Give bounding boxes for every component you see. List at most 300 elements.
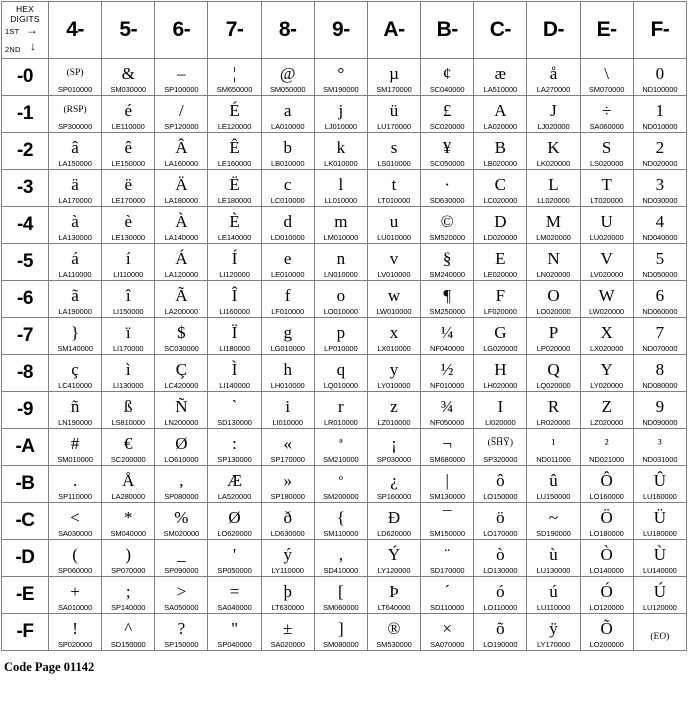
code-cell-58[interactable] [102, 355, 155, 392]
character-glyph: J [550, 101, 557, 120]
code-cell-BB[interactable] [421, 466, 474, 503]
code-cell-87[interactable] [261, 318, 314, 355]
table-row [2, 133, 687, 170]
character-code: SP100000 [164, 85, 199, 94]
code-cell-A2[interactable] [367, 133, 420, 170]
code-cell-A8[interactable] [367, 355, 420, 392]
code-cell-93[interactable] [314, 170, 367, 207]
code-cell-C7[interactable] [474, 318, 527, 355]
character-code: SC040000 [429, 85, 465, 94]
code-cell-45[interactable] [49, 244, 102, 281]
code-cell-C1[interactable] [474, 96, 527, 133]
character-code: SC020000 [429, 122, 465, 131]
character-glyph: ª [339, 436, 343, 451]
character-code: LH020000 [483, 381, 518, 390]
code-cell-89[interactable] [261, 392, 314, 429]
code-cell-88[interactable] [261, 355, 314, 392]
character-code: LU170000 [377, 122, 411, 131]
code-cell-4B[interactable] [49, 466, 102, 503]
character-glyph: · [444, 175, 450, 194]
code-cell-5C[interactable] [102, 503, 155, 540]
code-cell-DE[interactable] [527, 577, 580, 614]
code-cell-4E[interactable] [49, 577, 102, 614]
code-cell-F2[interactable] [633, 133, 686, 170]
code-cell-6F[interactable] [155, 614, 208, 651]
code-cell-43[interactable] [49, 170, 102, 207]
code-cell-5F[interactable] [102, 614, 155, 651]
code-cell-6E[interactable] [155, 577, 208, 614]
code-cell-B7[interactable] [421, 318, 474, 355]
code-cell-AA[interactable] [367, 429, 420, 466]
character-glyph: ' [233, 545, 237, 564]
code-cell-B0[interactable] [421, 59, 474, 96]
code-cell-D2[interactable] [527, 133, 580, 170]
character-glyph: (SP) [66, 68, 84, 78]
code-cell-D9[interactable] [527, 392, 580, 429]
code-cell-72[interactable] [208, 133, 261, 170]
code-cell-5B[interactable] [102, 466, 155, 503]
character-code: SM530000 [376, 640, 412, 649]
code-cell-9D[interactable] [314, 540, 367, 577]
code-cell-80[interactable] [261, 59, 314, 96]
character-glyph: ö [496, 508, 505, 527]
code-cell-5A[interactable] [102, 429, 155, 466]
code-cell-41[interactable] [49, 96, 102, 133]
code-cell-59[interactable] [102, 392, 155, 429]
code-cell-C2[interactable] [474, 133, 527, 170]
code-cell-6C[interactable] [155, 503, 208, 540]
character-code: LI120000 [219, 270, 250, 279]
code-cell-A5[interactable] [367, 244, 420, 281]
code-cell-54[interactable] [102, 207, 155, 244]
code-cell-7E[interactable] [208, 577, 261, 614]
character-glyph: s [390, 138, 398, 157]
code-cell-6D[interactable] [155, 540, 208, 577]
code-cell-76[interactable] [208, 281, 261, 318]
character-code: LE160000 [217, 159, 252, 168]
code-cell-91[interactable] [314, 96, 367, 133]
code-cell-FE[interactable] [633, 577, 686, 614]
code-cell-B4[interactable] [421, 207, 474, 244]
code-cell-46[interactable] [49, 281, 102, 318]
character-glyph: H [494, 360, 507, 379]
character-glyph: Ú [653, 582, 666, 601]
character-glyph: ^ [124, 619, 133, 638]
character-code: LZ020000 [590, 418, 624, 427]
code-cell-F8[interactable] [633, 355, 686, 392]
character-glyph: ± [283, 619, 293, 638]
character-code: SM140000 [57, 344, 93, 353]
character-glyph: 1 [655, 101, 665, 120]
code-cell-65[interactable] [155, 244, 208, 281]
character-glyph: Í [231, 249, 238, 268]
code-cell-4A[interactable] [49, 429, 102, 466]
code-cell-79[interactable] [208, 392, 261, 429]
code-cell-D8[interactable] [527, 355, 580, 392]
code-cell-95[interactable] [314, 244, 367, 281]
character-glyph: 2 [655, 138, 665, 157]
code-cell-7C[interactable] [208, 503, 261, 540]
code-cell-98[interactable] [314, 355, 367, 392]
character-glyph: | [445, 471, 449, 490]
code-cell-E2[interactable] [580, 133, 633, 170]
code-cell-66[interactable] [155, 281, 208, 318]
character-glyph: ï [125, 323, 131, 342]
column-header-4: 4- [49, 2, 102, 59]
character-code: SP060000 [57, 566, 93, 575]
code-cell-83[interactable] [261, 170, 314, 207]
code-cell-D5[interactable] [527, 244, 580, 281]
character-code: LS010000 [377, 159, 411, 168]
table-body [2, 59, 687, 651]
character-glyph: g [283, 323, 292, 342]
code-cell-4C[interactable] [49, 503, 102, 540]
code-cell-67[interactable] [155, 318, 208, 355]
character-glyph: W [598, 286, 615, 305]
code-cell-9E[interactable] [314, 577, 367, 614]
code-cell-61[interactable] [155, 96, 208, 133]
character-glyph: I [497, 397, 504, 416]
code-cell-70[interactable] [208, 59, 261, 96]
character-code: LI140000 [219, 381, 250, 390]
code-cell-73[interactable] [208, 170, 261, 207]
character-glyph: ¬ [442, 434, 452, 453]
row-header-2: -2 [2, 133, 49, 170]
code-cell-A6[interactable] [367, 281, 420, 318]
character-glyph: Þ [389, 582, 399, 601]
code-cell-5E[interactable] [102, 577, 155, 614]
code-cell-75[interactable] [208, 244, 261, 281]
code-cell-D1[interactable] [527, 96, 580, 133]
code-cell-78[interactable] [208, 355, 261, 392]
code-cell-64[interactable] [155, 207, 208, 244]
code-cell-84[interactable] [261, 207, 314, 244]
character-code: SA050000 [164, 603, 199, 612]
code-cell-56[interactable] [102, 281, 155, 318]
code-cell-E7[interactable] [580, 318, 633, 355]
code-cell-B5[interactable] [421, 244, 474, 281]
code-cell-C0[interactable] [474, 59, 527, 96]
code-cell-90[interactable] [314, 59, 367, 96]
character-code: LA150000 [58, 159, 92, 168]
character-code: LU140000 [642, 566, 677, 575]
code-cell-FD[interactable] [633, 540, 686, 577]
header-row [2, 2, 687, 59]
code-cell-AF[interactable] [367, 614, 420, 651]
code-cell-AC[interactable] [367, 503, 420, 540]
code-cell-81[interactable] [261, 96, 314, 133]
code-cell-BC[interactable] [421, 503, 474, 540]
row-header-0: -0 [2, 59, 49, 96]
code-cell-F7[interactable] [633, 318, 686, 355]
column-header-D: D- [527, 2, 580, 59]
character-code: LO170000 [483, 529, 518, 538]
character-glyph: þ [283, 582, 292, 601]
code-cell-C9[interactable] [474, 392, 527, 429]
character-glyph: < [70, 508, 80, 527]
code-cell-CC[interactable] [474, 503, 527, 540]
character-code: SD410000 [323, 566, 359, 575]
character-code: LO200000 [589, 640, 624, 649]
code-cell-62[interactable] [155, 133, 208, 170]
code-cell-CA[interactable] [474, 429, 527, 466]
character-code: LK010000 [324, 159, 358, 168]
character-glyph: l [338, 175, 344, 194]
code-cell-B8[interactable] [421, 355, 474, 392]
table-row [2, 429, 687, 466]
code-cell-F5[interactable] [633, 244, 686, 281]
code-cell-77[interactable] [208, 318, 261, 355]
row-header-8: -8 [2, 355, 49, 392]
code-cell-9A[interactable] [314, 429, 367, 466]
character-glyph: ò [496, 545, 505, 564]
code-cell-8E[interactable] [261, 577, 314, 614]
code-cell-FF[interactable] [633, 614, 686, 651]
code-cell-E0[interactable] [580, 59, 633, 96]
code-cell-C5[interactable] [474, 244, 527, 281]
character-glyph: û [549, 471, 558, 490]
code-cell-F3[interactable] [633, 170, 686, 207]
code-cell-94[interactable] [314, 207, 367, 244]
character-glyph: q [336, 360, 346, 379]
code-cell-F6[interactable] [633, 281, 686, 318]
character-glyph: Ë [229, 175, 240, 194]
character-code: SM070000 [588, 85, 625, 94]
code-cell-EB[interactable] [580, 466, 633, 503]
code-cell-99[interactable] [314, 392, 367, 429]
character-code: LA130000 [58, 233, 92, 242]
code-cell-5D[interactable] [102, 540, 155, 577]
code-cell-E9[interactable] [580, 392, 633, 429]
code-cell-9F[interactable] [314, 614, 367, 651]
row-header-1: -1 [2, 96, 49, 133]
code-cell-51[interactable] [102, 96, 155, 133]
code-cell-49[interactable] [49, 392, 102, 429]
character-code: SP140000 [111, 603, 146, 612]
code-cell-69[interactable] [155, 392, 208, 429]
code-cell-6A[interactable] [155, 429, 208, 466]
code-cell-8A[interactable] [261, 429, 314, 466]
code-cell-FC[interactable] [633, 503, 686, 540]
code-cell-DD[interactable] [527, 540, 580, 577]
code-cell-9C[interactable] [314, 503, 367, 540]
code-cell-50[interactable] [102, 59, 155, 96]
character-code: LO620000 [217, 529, 252, 538]
code-cell-40[interactable] [49, 59, 102, 96]
code-cell-D7[interactable] [527, 318, 580, 355]
code-cell-E3[interactable] [580, 170, 633, 207]
character-glyph: ¢ [442, 64, 452, 83]
code-cell-74[interactable] [208, 207, 261, 244]
character-code: SD630000 [429, 196, 465, 205]
code-cell-C6[interactable] [474, 281, 527, 318]
code-cell-A1[interactable] [367, 96, 420, 133]
code-cell-7A[interactable] [208, 429, 261, 466]
code-cell-BD[interactable] [421, 540, 474, 577]
code-cell-E5[interactable] [580, 244, 633, 281]
code-cell-AB[interactable] [367, 466, 420, 503]
code-cell-DC[interactable] [527, 503, 580, 540]
code-cell-B6[interactable] [421, 281, 474, 318]
code-cell-E6[interactable] [580, 281, 633, 318]
character-glyph: f [284, 286, 291, 305]
code-cell-8B[interactable] [261, 466, 314, 503]
code-cell-92[interactable] [314, 133, 367, 170]
character-code: ND020000 [642, 159, 678, 168]
character-code: SM240000 [429, 270, 465, 279]
code-cell-86[interactable] [261, 281, 314, 318]
character-code: LG020000 [483, 344, 518, 353]
code-cell-42[interactable] [49, 133, 102, 170]
code-cell-BF[interactable] [421, 614, 474, 651]
code-cell-63[interactable] [155, 170, 208, 207]
code-cell-53[interactable] [102, 170, 155, 207]
column-header-C: C- [474, 2, 527, 59]
code-cell-EA[interactable] [580, 429, 633, 466]
character-code: SP120000 [164, 122, 199, 131]
character-glyph: j [338, 101, 344, 120]
code-cell-7B[interactable] [208, 466, 261, 503]
code-cell-8F[interactable] [261, 614, 314, 651]
code-cell-B2[interactable] [421, 133, 474, 170]
code-cell-97[interactable] [314, 318, 367, 355]
character-code: LY020000 [590, 381, 624, 390]
character-code: LO610000 [164, 455, 199, 464]
code-cell-60[interactable] [155, 59, 208, 96]
code-cell-F4[interactable] [633, 207, 686, 244]
code-cell-DB[interactable] [527, 466, 580, 503]
code-cell-48[interactable] [49, 355, 102, 392]
code-cell-E1[interactable] [580, 96, 633, 133]
character-glyph: Ã [175, 286, 188, 305]
code-cell-9B[interactable] [314, 466, 367, 503]
code-cell-85[interactable] [261, 244, 314, 281]
code-cell-B9[interactable] [421, 392, 474, 429]
code-cell-EE[interactable] [580, 577, 633, 614]
character-glyph: = [229, 582, 240, 601]
code-cell-8C[interactable] [261, 503, 314, 540]
code-cell-A7[interactable] [367, 318, 420, 355]
code-cell-96[interactable] [314, 281, 367, 318]
code-cell-4D[interactable] [49, 540, 102, 577]
row-header-5: -5 [2, 244, 49, 281]
character-glyph: ó [496, 582, 505, 601]
character-code: LE120000 [217, 122, 252, 131]
code-cell-6B[interactable] [155, 466, 208, 503]
code-cell-DA[interactable] [527, 429, 580, 466]
character-glyph: È [229, 212, 240, 231]
code-cell-A9[interactable] [367, 392, 420, 429]
character-glyph: ¾ [440, 397, 454, 416]
character-code: LV020000 [590, 270, 624, 279]
character-glyph: æ [494, 64, 506, 83]
code-cell-D3[interactable] [527, 170, 580, 207]
table-row [2, 318, 687, 355]
character-glyph: î [125, 286, 131, 305]
code-cell-B3[interactable] [421, 170, 474, 207]
code-cell-71[interactable] [208, 96, 261, 133]
code-cell-A4[interactable] [367, 207, 420, 244]
code-cell-55[interactable] [102, 244, 155, 281]
character-code: SM030000 [110, 85, 146, 94]
character-code: SM210000 [323, 455, 359, 464]
code-cell-44[interactable] [49, 207, 102, 244]
code-cell-52[interactable] [102, 133, 155, 170]
character-code: SP160000 [376, 492, 412, 501]
code-cell-D0[interactable] [527, 59, 580, 96]
code-cell-B1[interactable] [421, 96, 474, 133]
code-cell-ED[interactable] [580, 540, 633, 577]
character-code: SA010000 [57, 603, 93, 612]
character-code: LE140000 [217, 233, 252, 242]
code-cell-CE[interactable] [474, 577, 527, 614]
code-cell-F0[interactable] [633, 59, 686, 96]
code-cell-CB[interactable] [474, 466, 527, 503]
character-glyph: ÿ [549, 619, 558, 638]
character-glyph: N [547, 249, 560, 268]
code-cell-C4[interactable] [474, 207, 527, 244]
character-glyph: Õ [600, 619, 613, 638]
code-cell-C3[interactable] [474, 170, 527, 207]
character-glyph: – [177, 64, 186, 83]
code-cell-F1[interactable] [633, 96, 686, 133]
code-cell-FA[interactable] [633, 429, 686, 466]
row-header-F: -F [2, 614, 49, 651]
character-glyph: € [123, 434, 133, 453]
code-cell-E4[interactable] [580, 207, 633, 244]
code-cell-A0[interactable] [367, 59, 420, 96]
row-header-6: -6 [2, 281, 49, 318]
character-code: LJ010000 [324, 122, 357, 131]
character-glyph: . [72, 471, 78, 490]
character-glyph: ê [124, 138, 132, 157]
table-row [2, 59, 687, 96]
code-cell-D4[interactable] [527, 207, 580, 244]
column-header-6: 6- [155, 2, 208, 59]
code-cell-FB[interactable] [633, 466, 686, 503]
character-glyph: , [179, 471, 184, 490]
column-header-B: B- [421, 2, 474, 59]
code-cell-EC[interactable] [580, 503, 633, 540]
character-glyph: { [336, 508, 345, 527]
code-cell-BA[interactable] [421, 429, 474, 466]
code-cell-AE[interactable] [367, 577, 420, 614]
code-cell-CD[interactable] [474, 540, 527, 577]
character-glyph: ç [71, 360, 79, 379]
code-cell-BE[interactable] [421, 577, 474, 614]
character-code: LA190000 [58, 307, 92, 316]
code-cell-EF[interactable] [580, 614, 633, 651]
code-cell-7F[interactable] [208, 614, 261, 651]
code-cell-82[interactable] [261, 133, 314, 170]
code-cell-8D[interactable] [261, 540, 314, 577]
code-cell-DF[interactable] [527, 614, 580, 651]
code-cell-F9[interactable] [633, 392, 686, 429]
code-cell-C8[interactable] [474, 355, 527, 392]
code-cell-47[interactable] [49, 318, 102, 355]
code-cell-AD[interactable] [367, 540, 420, 577]
character-glyph: Î [231, 286, 238, 305]
code-cell-A3[interactable] [367, 170, 420, 207]
code-cell-E8[interactable] [580, 355, 633, 392]
code-cell-4F[interactable] [49, 614, 102, 651]
code-cell-CF[interactable] [474, 614, 527, 651]
code-cell-68[interactable] [155, 355, 208, 392]
character-glyph: É [229, 101, 240, 120]
code-cell-D6[interactable] [527, 281, 580, 318]
code-cell-7D[interactable] [208, 540, 261, 577]
code-cell-57[interactable] [102, 318, 155, 355]
